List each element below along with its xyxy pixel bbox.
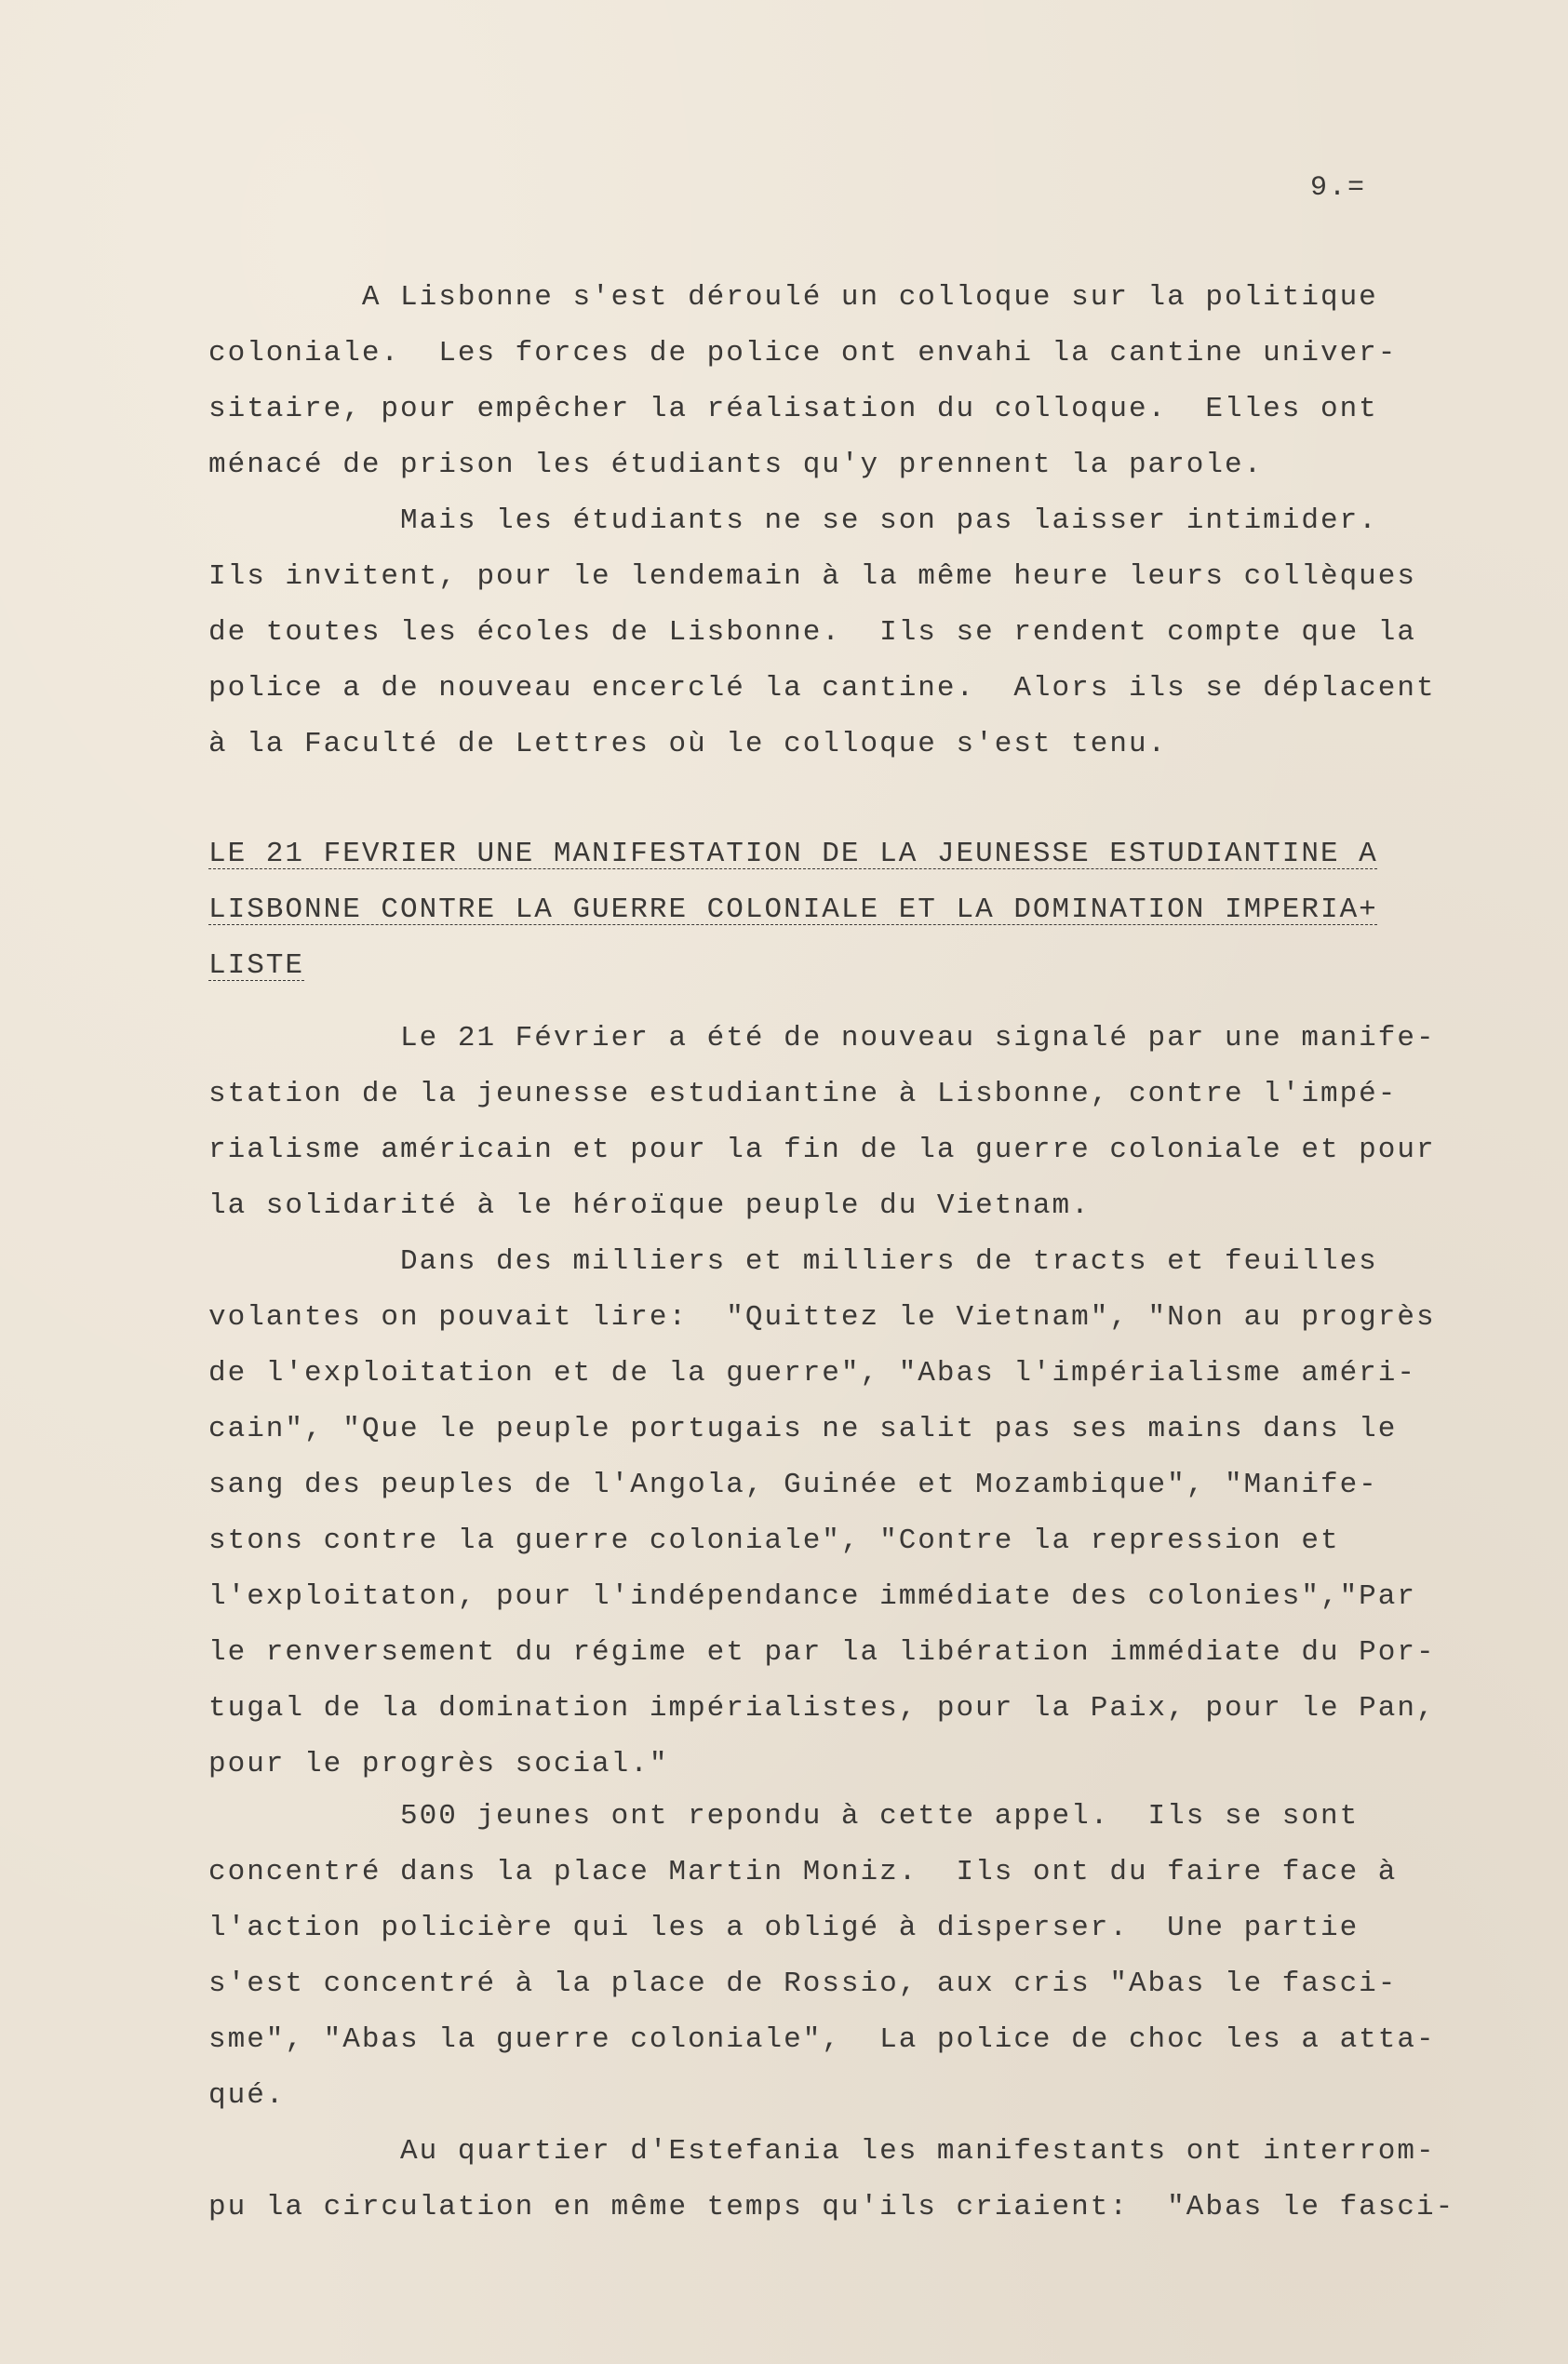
text-line: police a de nouveau encerclé la cantine. Alors ils se déplacent	[208, 672, 1436, 705]
paragraph-21-fevrier	[208, 1011, 1437, 1234]
paragraph-colloque	[208, 270, 1437, 493]
section-heading	[208, 826, 1437, 994]
text-line: l'exploitaton, pour l'indépendance immédiate des colonies","Par	[208, 1580, 1416, 1613]
text-line: la solidarité à le héroïque peuple du Vietnam.	[208, 1189, 1091, 1222]
text-line: 500 jeunes ont repondu à cette appel. Ils se sont	[208, 1800, 1360, 1833]
paragraph-intimider	[208, 493, 1437, 772]
paragraph-500-jeunes	[208, 1789, 1437, 2124]
text-line: rialisme américain et pour la fin de la guerre coloniale et pour	[208, 1134, 1436, 1166]
heading-line: LE 21 FEVRIER UNE MANIFESTATION DE LA JEUNESSE ESTUDIANTINE A	[208, 838, 1378, 870]
text-line: cain", "Que le peuple portugais ne salit pas ses mains dans le	[208, 1413, 1398, 1445]
text-line: qué.	[208, 2079, 286, 2112]
heading-line: LISTE	[208, 949, 305, 982]
text-line: sang des peuples de l'Angola, Guinée et Mozambique", "Manife-	[208, 1469, 1378, 1501]
paragraph-tracts	[208, 1234, 1437, 1793]
text-line: station de la jeunesse estudiantine à Lisbonne, contre l'impé-	[208, 1078, 1398, 1110]
text-line: Le 21 Février a été de nouveau signalé par une manife-	[208, 1022, 1436, 1054]
text-line: sitaire, pour empêcher la réalisation du colloque. Elles ont	[208, 393, 1378, 425]
text-line: concentré dans la place Martin Moniz. Ils ont du faire face à	[208, 1856, 1398, 1888]
text-line: l'action policière qui les a obligé à disperser. Une partie	[208, 1912, 1360, 1944]
text-line: volantes on pouvait lire: "Quittez le Vietnam", "Non au progrès	[208, 1301, 1436, 1334]
heading-line: LISBONNE CONTRE LA GUERRE COLONIALE ET LA DOMINATION IMPERIA+	[208, 893, 1378, 926]
text-line: Ils invitent, pour le lendemain à la même heure leurs collèques	[208, 560, 1416, 593]
text-line: le renversement du régime et par la libération immédiate du Por-	[208, 1636, 1436, 1669]
text-line: Dans des milliers et milliers de tracts et feuilles	[208, 1245, 1378, 1278]
text-line: Au quartier d'Estefania les manifestants ont interrom-	[208, 2135, 1436, 2168]
page-number: 9.=	[1310, 172, 1367, 204]
text-line: tugal de la domination impérialistes, pour la Paix, pour le Pan,	[208, 1692, 1436, 1725]
paragraph-estefania	[208, 2124, 1455, 2236]
text-line: ménacé de prison les étudiants qu'y prennent la parole.	[208, 449, 1264, 481]
text-line: coloniale. Les forces de police ont envahi la cantine univer-	[208, 337, 1398, 369]
text-line: stons contre la guerre coloniale", "Contre la repression et	[208, 1525, 1340, 1557]
text-line: pu la circulation en même temps qu'ils criaient: "Abas le fasci-	[208, 2191, 1455, 2223]
text-line: A Lisbonne s'est déroulé un colloque sur la politique	[208, 281, 1378, 314]
text-line: de toutes les écoles de Lisbonne. Ils se rendent compte que la	[208, 616, 1416, 649]
text-line: s'est concentré à la place de Rossio, aux cris "Abas le fasci-	[208, 1968, 1398, 2000]
text-line: Mais les étudiants ne se son pas laisser intimider.	[208, 504, 1378, 537]
text-line: de l'exploitation et de la guerre", "Abas l'impérialisme améri-	[208, 1357, 1416, 1390]
text-line: pour le progrès social."	[208, 1748, 669, 1780]
text-line: à la Faculté de Lettres où le colloque s'est tenu.	[208, 728, 1168, 760]
text-line: sme", "Abas la guerre coloniale", La police de choc les a atta-	[208, 2023, 1436, 2056]
